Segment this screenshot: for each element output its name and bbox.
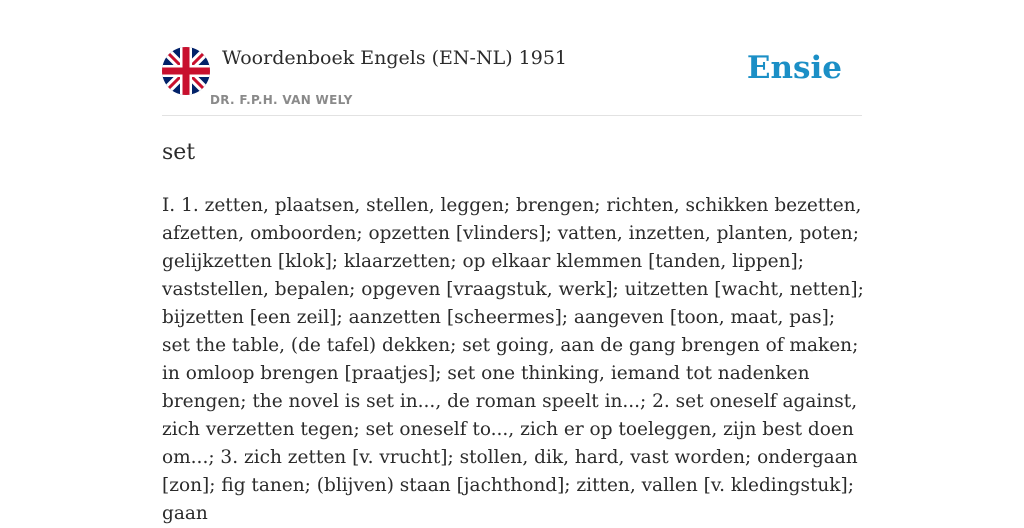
dictionary-author: DR. F.P.H. VAN WELY — [210, 93, 353, 107]
entry-definition: I. 1. zetten, plaatsen, stellen, leggen; brengen; richten, schikken bezetten, afzetten, omboorden; opzetten [vlinders]; vatten, inzetten, planten, poten; gelijkzetten [klok]; klaarzetten; op elkaar klemmen [tanden, lippen]; vaststellen, bepalen; opgeven [vraagstuk, werk]; uitzetten [wacht, netten]; bijzetten [een zeil]; aanzetten [scheermes]; aangeven [toon, maat, pas]; set the table, (de tafel) dekken; set going, aan de gang brengen of maken; in omloop brengen [praatjes]; set one thinking, iemand tot nadenken brengen; the novel is set in..., de roman speelt in...; 2. set oneself against, zich verzetten tegen; set oneself to..., zich er op toeleggen, zijn best doen om...; 3. zich zetten [v. vrucht]; stollen, dik, hard, vast worden; ondergaan [zon]; fig tanen; (blijven) staan [jachthond]; zitten, vallen [v. kledingstuk]; gaan — [162, 195, 864, 524]
dictionary-header — [162, 46, 862, 116]
ensie-logo[interactable]: Ensie — [746, 50, 842, 86]
entry-headword: set — [162, 140, 196, 165]
header-divider — [162, 115, 862, 116]
dictionary-title[interactable]: Woordenboek Engels (EN-NL) 1951 — [222, 47, 567, 69]
uk-flag-icon — [162, 47, 210, 95]
